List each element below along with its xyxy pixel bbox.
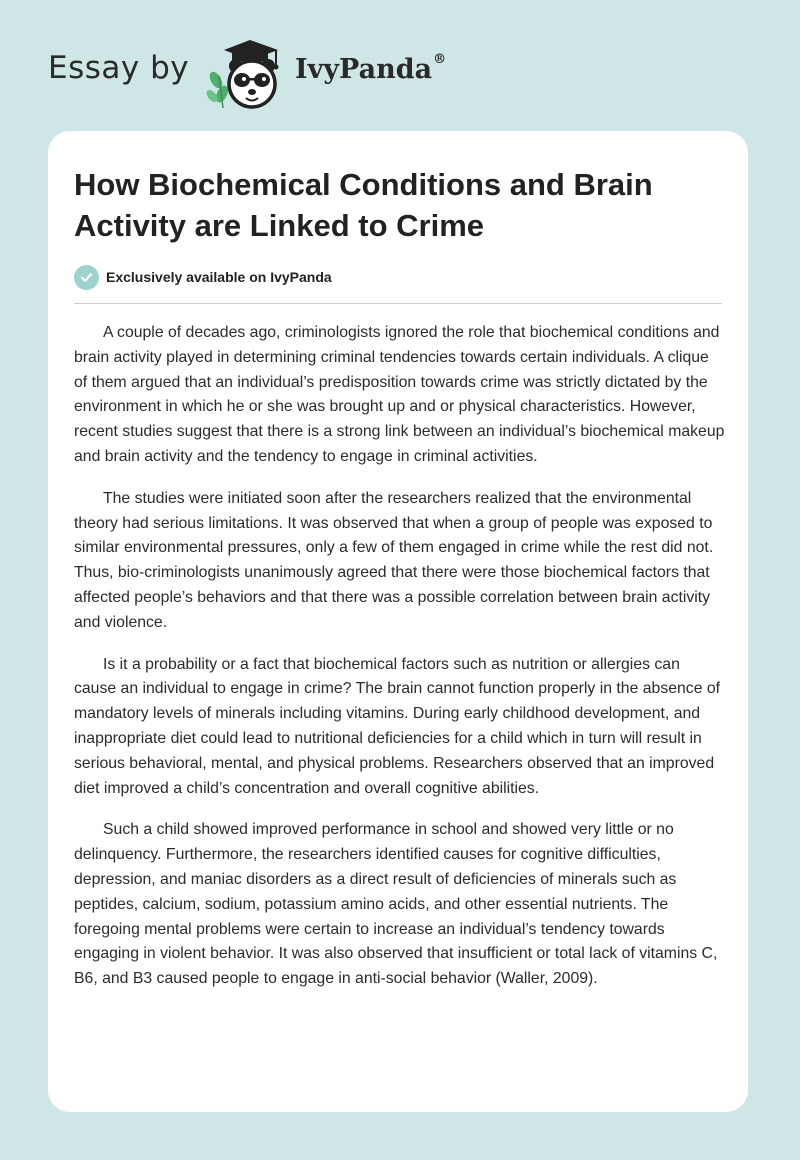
essay-card (48, 131, 748, 1112)
check-circle-icon (74, 265, 99, 290)
paragraph-4: Such a child showed improved performance in school and showed very little or no delinquency. Furthermore, the researchers identified causes for cognitive difficulties, depression, and maniac disorders as a direct result of deficiencies of minerals such as peptides, calcium, sodium, potassium amino acids, and other essential nutrients. The foregoing mental problems were certain to increase an individual’s tendency towards engaging in violent behavior. It was also observed that insufficient or total lack of vitamins C, B6, and B3 caused people to engage in anti-social behavior (Waller, 2009). (74, 821, 718, 988)
essay-by-label: Essay by (48, 50, 190, 86)
paragraph-2: The studies were initiated soon after the researchers realized that the environmental theory had serious limitations. It was observed that when a group of people was exposed to similar environmental pressures, only a few of them engaged in crime while the rest did not. Thus, bio-criminologists unanimously agreed that there were those biochemical factors that affected people’s behaviors and that there was a possible correlation between brain activity and violence. (74, 489, 714, 631)
registered-mark: ® (433, 52, 447, 67)
exclusive-badge-label: Exclusively available on IvyPanda (106, 269, 332, 285)
paragraph-1: A couple of decades ago, criminologists ignored the role that biochemical conditions and brain activity played in determining criminal tendencies towards certain individuals. A clique of them argued that an individual’s predisposition towards crime was strictly dictated by the environment in which he or she was brought up and or physical characteristics. However, recent studies suggest that there is a strong link between an individual’s biochemical makeup and brain activity and the tendency to engage in criminal activities. (74, 324, 725, 465)
essay-body (74, 321, 726, 1009)
divider (74, 303, 722, 304)
panda-graduate-icon[interactable] (202, 36, 292, 112)
paragraph-3: Is it a probability or a fact that biochemical factors such as nutrition or allergies can cause an individual to engage in crime? The brain cannot function properly in the absence of mandatory levels of minerals including vitamins. During early childhood development, and inappropriate diet could lead to nutritional deficiencies for a child which in turn will result in serious behavioral, mental, and physical problems. Researchers observed that an improved diet improved a child’s concentration and overall cognitive abilities. (74, 655, 721, 797)
exclusive-badge (74, 264, 332, 290)
site-header (48, 36, 548, 116)
brand-name[interactable]: IvyPanda® (295, 52, 447, 85)
essay-title: How Biochemical Conditions and Brain Activity are Linked to Crime (74, 167, 653, 243)
